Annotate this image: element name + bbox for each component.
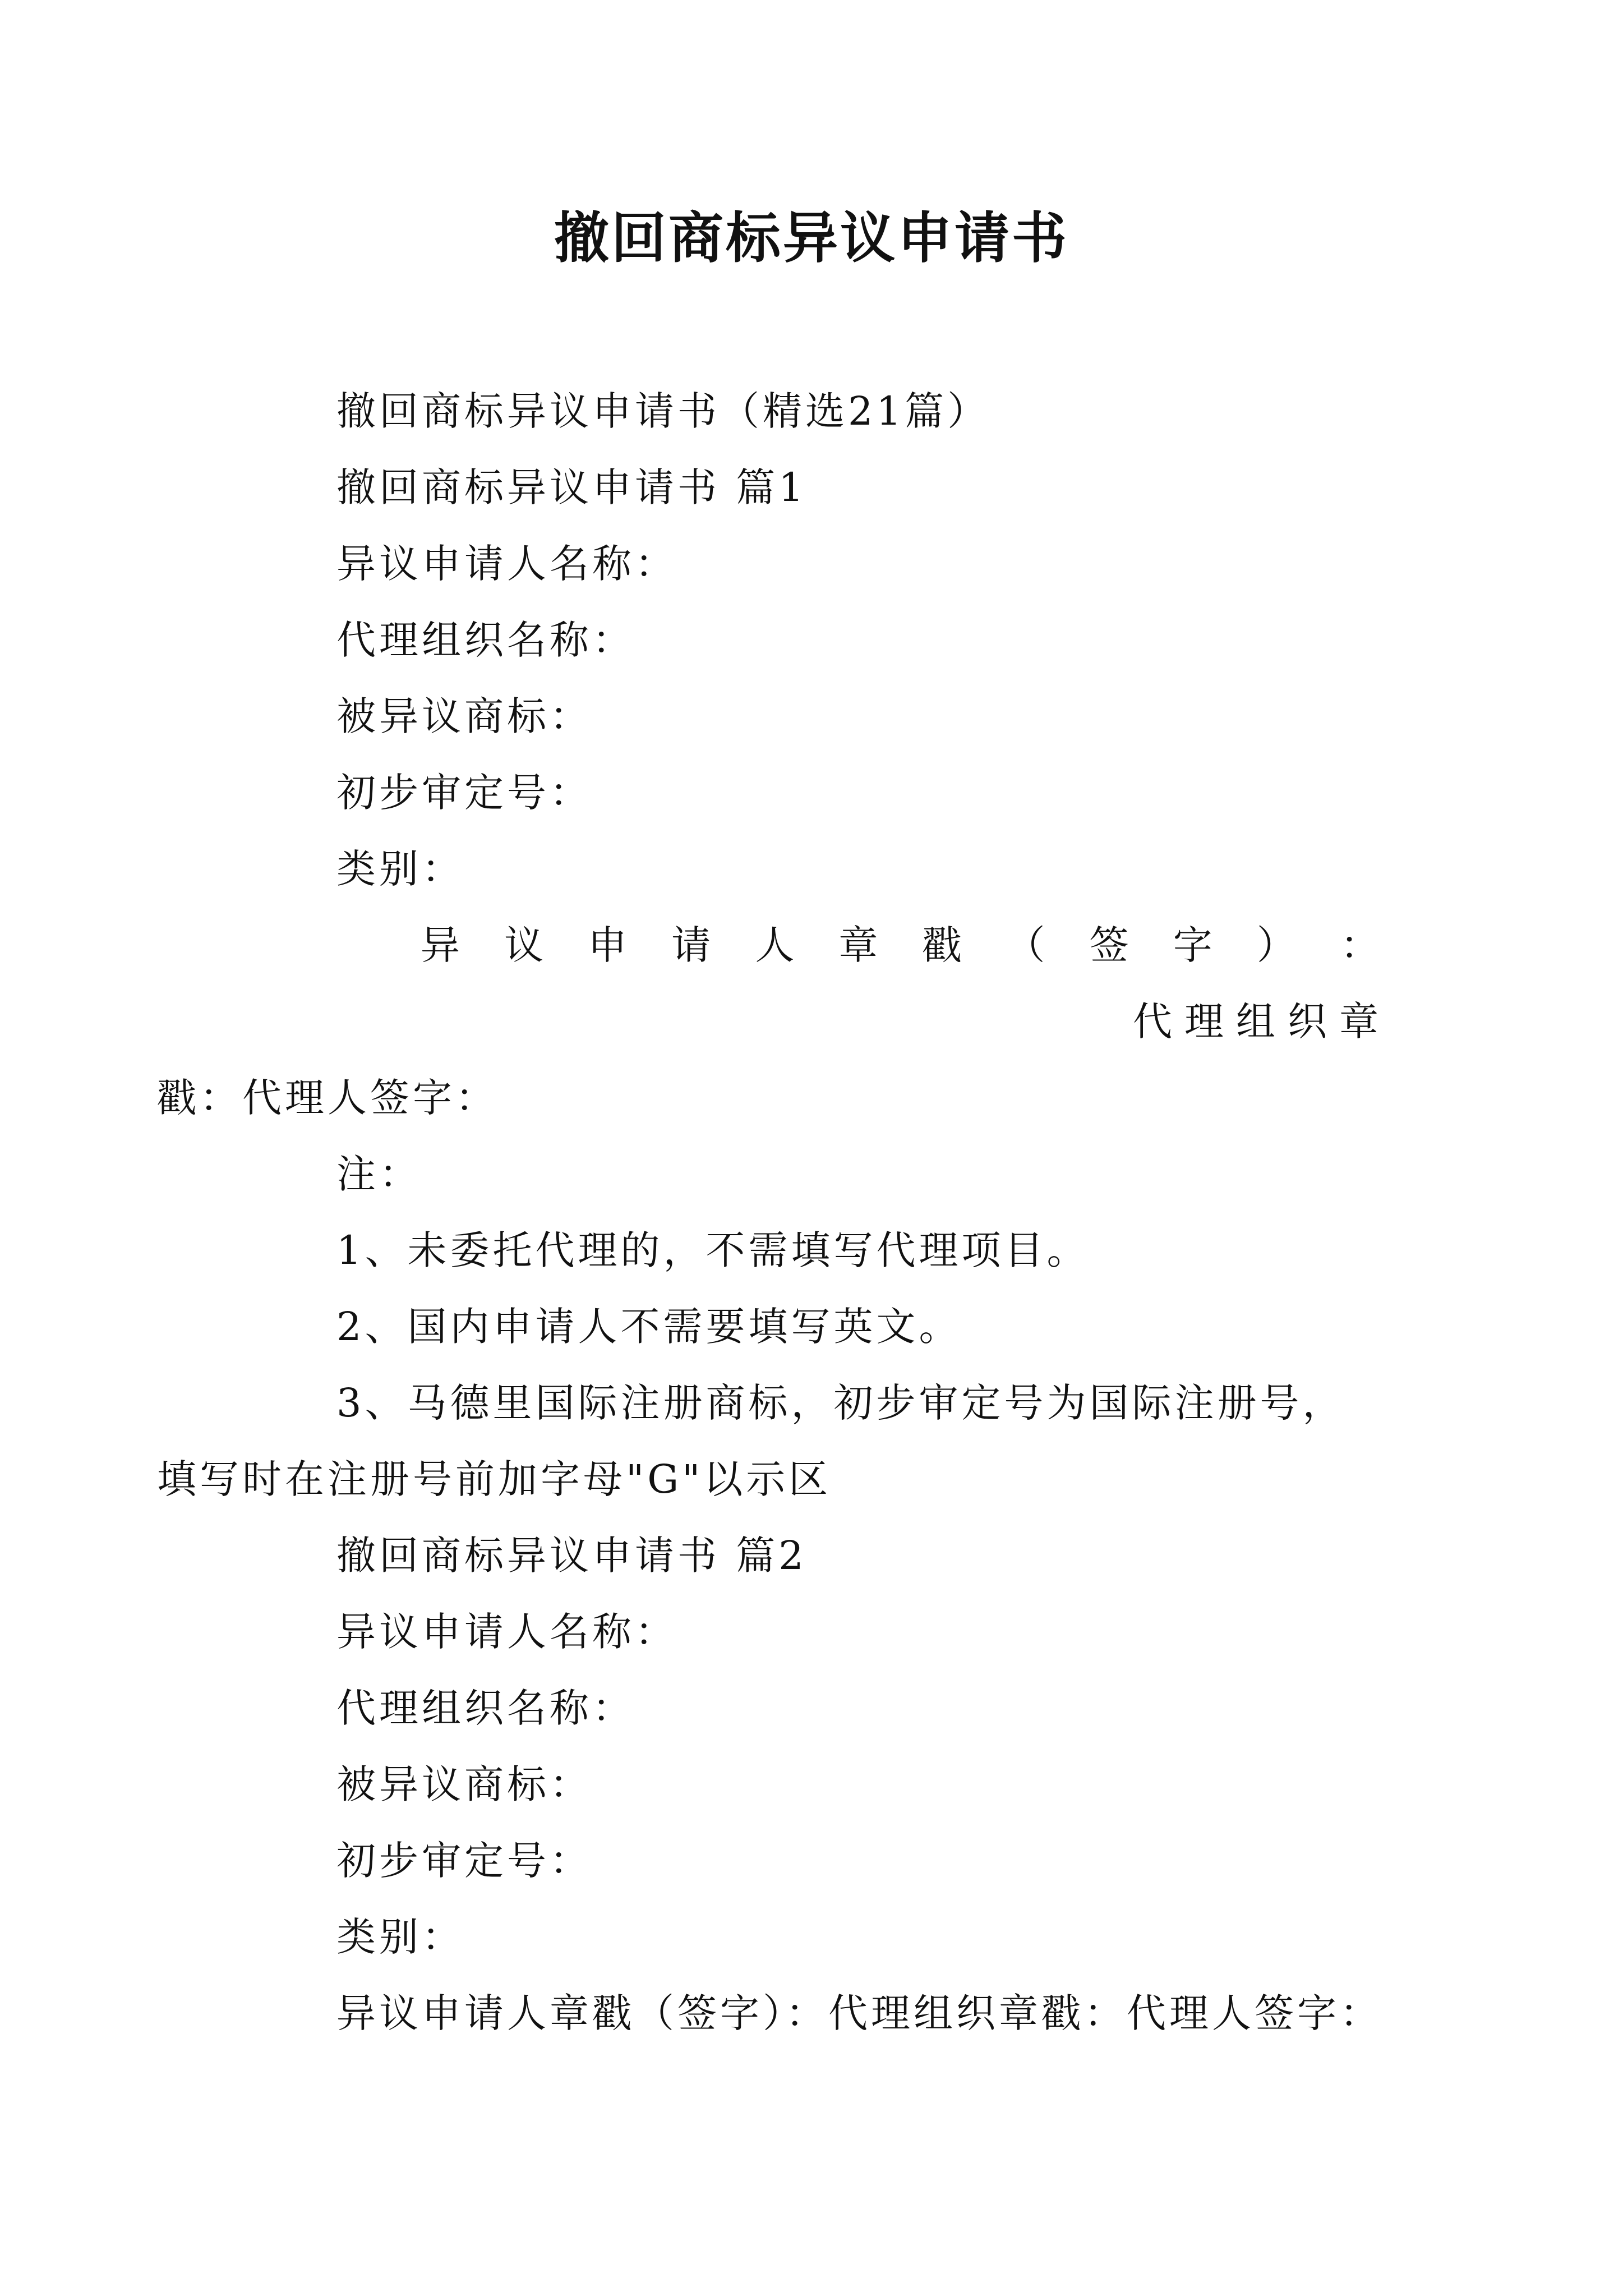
agency-name-field: 代理组织名称： xyxy=(336,617,635,663)
note-item-2: 2、国内申请人不需要填写英文。 xyxy=(336,1304,962,1350)
intro-line: 撤回商标异议申请书（精选21篇） xyxy=(336,388,990,434)
agency-seal-line: 代理组织章 xyxy=(1133,999,1391,1045)
sig-char: 戳 xyxy=(922,922,962,968)
sig-char: 异 xyxy=(421,922,460,968)
document-body xyxy=(157,373,1391,2051)
sig-char: 请 xyxy=(671,922,711,968)
sig-char: 人 xyxy=(755,922,795,968)
note-heading: 注： xyxy=(336,1151,422,1197)
sig-char: 签 xyxy=(1089,922,1129,968)
applicant-name-field: 异议申请人名称： xyxy=(336,541,677,587)
signature-line: 异议申请人章戳（签字）：代理组织章戳：代理人签字： xyxy=(336,1990,1382,2036)
applicant-name-field: 异议申请人名称： xyxy=(336,1609,677,1655)
prelim-number-field: 初步审定号： xyxy=(336,770,592,816)
class-field: 类别： xyxy=(336,1914,464,1960)
sig-char: 申 xyxy=(588,922,628,968)
document-title: 撤回商标异议申请书 xyxy=(554,206,1069,270)
section-1-heading: 撤回商标异议申请书 篇1 xyxy=(336,464,807,510)
prelim-number-field: 初步审定号： xyxy=(336,1838,592,1884)
sig-char: ： xyxy=(1340,922,1380,968)
sig-char: 字 xyxy=(1173,922,1212,968)
sig-char: （ xyxy=(1006,922,1045,968)
opposed-mark-field: 被异议商标： xyxy=(336,1761,592,1807)
note-item-1: 1、未委托代理的，不需填写代理项目。 xyxy=(336,1227,1090,1273)
signature-line-spread xyxy=(247,907,1391,983)
opposed-mark-field: 被异议商标： xyxy=(336,693,592,739)
agency-name-field: 代理组织名称： xyxy=(336,1685,635,1731)
section-2-heading: 撤回商标异议申请书 篇2 xyxy=(336,1533,807,1579)
sig-char: 章 xyxy=(838,922,878,968)
sig-char: ） xyxy=(1256,922,1296,968)
agent-signature-line: 戳：代理人签字： xyxy=(157,1075,498,1121)
sig-char: 议 xyxy=(504,922,544,968)
note-item-3-continued: 填写时在注册号前加字母"G"以示区 xyxy=(157,1456,832,1502)
note-item-3: 3、马德里国际注册商标，初步审定号为国际注册号， xyxy=(336,1380,1345,1426)
class-field: 类别： xyxy=(336,846,464,892)
